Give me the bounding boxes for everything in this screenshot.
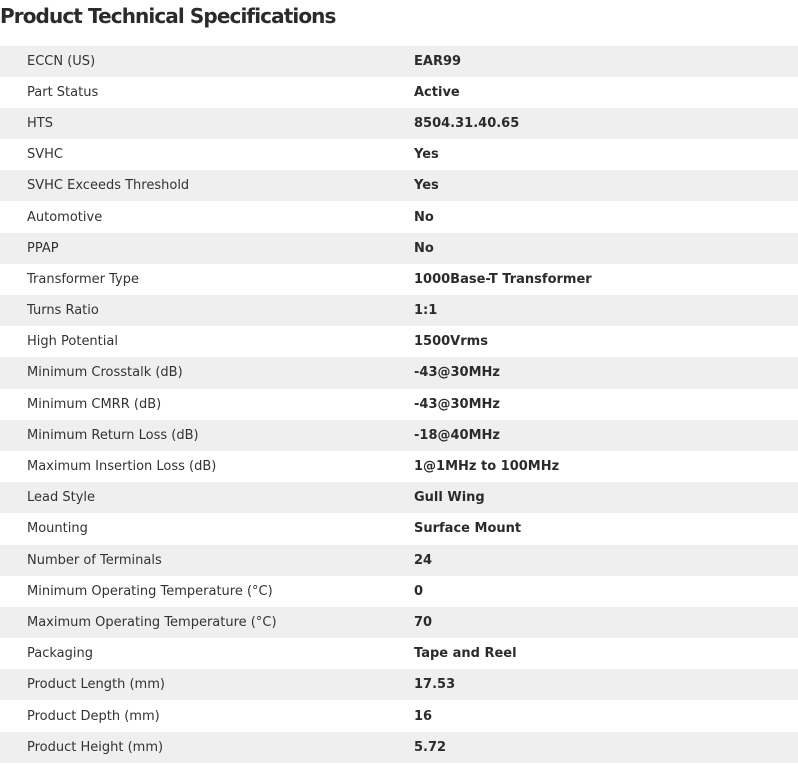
spec-value: EAR99: [414, 53, 462, 69]
spec-value: 24: [414, 552, 433, 568]
spec-label: Number of Terminals: [27, 552, 162, 568]
spec-value: 0: [414, 583, 424, 599]
spec-value: 8504.31.40.65: [414, 115, 520, 131]
spec-value: 1:1: [414, 303, 438, 319]
spec-label: Product Length (mm): [27, 677, 165, 693]
spec-label: HTS: [27, 115, 53, 131]
spec-value: -43@30MHz: [414, 396, 500, 412]
spec-label: Transformer Type: [27, 271, 139, 287]
spec-row: [0, 420, 798, 451]
spec-label: Mounting: [27, 521, 88, 537]
spec-label: Automotive: [27, 209, 103, 225]
spec-row: [0, 77, 798, 108]
spec-value: No: [414, 240, 434, 256]
spec-label: Packaging: [27, 646, 93, 662]
spec-label: Minimum Operating Temperature (°C): [27, 583, 273, 599]
spec-label: Part Status: [27, 84, 99, 100]
spec-row: [0, 732, 798, 763]
spec-row: [0, 264, 798, 295]
spec-value: 1@1MHz to 100MHz: [414, 459, 560, 475]
spec-label: High Potential: [27, 334, 118, 350]
spec-value: Tape and Reel: [414, 646, 517, 662]
spec-row: [0, 357, 798, 388]
spec-label: Maximum Insertion Loss (dB): [27, 459, 217, 475]
spec-value: 17.53: [414, 677, 456, 693]
spec-label: Lead Style: [27, 490, 96, 506]
spec-row: [0, 201, 798, 232]
spec-value: -18@40MHz: [414, 427, 500, 443]
spec-value: Surface Mount: [414, 521, 522, 537]
spec-row: [0, 607, 798, 638]
spec-value: Yes: [414, 178, 439, 194]
spec-value: 1500Vrms: [414, 334, 488, 350]
spec-row: [0, 451, 798, 482]
page-title: Product Technical Specifications: [0, 4, 336, 28]
spec-row: [0, 638, 798, 669]
spec-label: Minimum Return Loss (dB): [27, 427, 199, 443]
spec-row: [0, 170, 798, 201]
spec-row: [0, 700, 798, 731]
spec-value: 1000Base-T Transformer: [414, 271, 592, 287]
specifications-table: [0, 46, 798, 763]
spec-label: Minimum CMRR (dB): [27, 396, 162, 412]
spec-row: [0, 139, 798, 170]
spec-label: Product Depth (mm): [27, 708, 160, 724]
spec-value: Yes: [414, 147, 439, 163]
spec-row: [0, 295, 798, 326]
spec-value: Gull Wing: [414, 490, 485, 506]
spec-row: [0, 389, 798, 420]
spec-value: 5.72: [414, 739, 447, 755]
spec-label: ECCN (US): [27, 53, 96, 69]
spec-label: Turns Ratio: [27, 303, 99, 319]
spec-label: SVHC: [27, 147, 63, 163]
spec-row: [0, 46, 798, 77]
spec-label: Product Height (mm): [27, 739, 164, 755]
spec-value: 16: [414, 708, 433, 724]
spec-label: PPAP: [27, 240, 59, 256]
spec-row: [0, 576, 798, 607]
spec-row: [0, 669, 798, 700]
spec-label: Minimum Crosstalk (dB): [27, 365, 183, 381]
spec-row: [0, 482, 798, 513]
spec-row: [0, 108, 798, 139]
spec-value: -43@30MHz: [414, 365, 500, 381]
spec-label: SVHC Exceeds Threshold: [27, 178, 190, 194]
spec-row: [0, 233, 798, 264]
spec-row: [0, 545, 798, 576]
spec-row: [0, 326, 798, 357]
spec-value: 70: [414, 614, 433, 630]
spec-value: No: [414, 209, 434, 225]
spec-row: [0, 513, 798, 544]
spec-label: Maximum Operating Temperature (°C): [27, 614, 277, 630]
spec-value: Active: [414, 84, 460, 100]
